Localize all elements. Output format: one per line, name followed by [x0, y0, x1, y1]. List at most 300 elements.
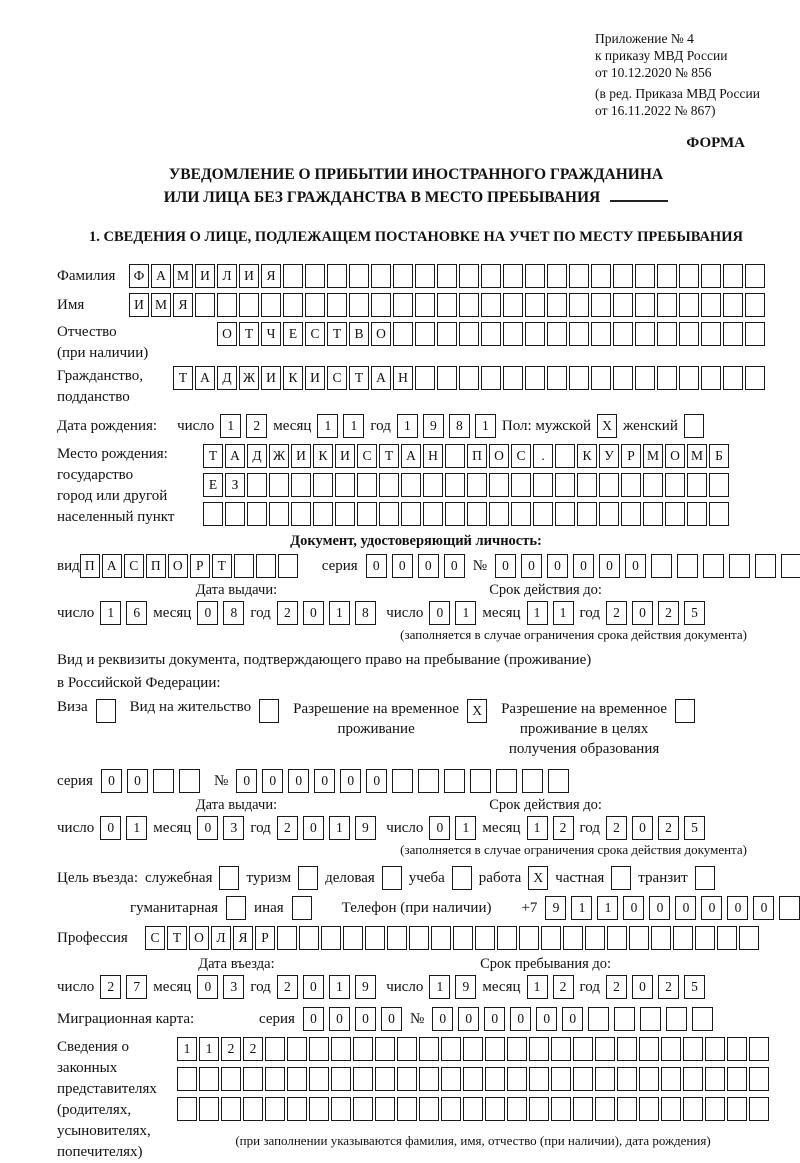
char-cell[interactable]	[548, 769, 569, 793]
char-cell[interactable]	[393, 264, 413, 288]
char-cell[interactable]	[397, 1037, 417, 1061]
char-cell[interactable]	[525, 293, 545, 317]
char-cell[interactable]	[299, 926, 319, 950]
char-cell[interactable]	[387, 926, 407, 950]
char-cell[interactable]	[555, 502, 575, 526]
purpose-official-checkbox[interactable]	[219, 866, 239, 890]
char-cell[interactable]	[291, 502, 311, 526]
char-cell[interactable]	[683, 1037, 703, 1061]
char-cell[interactable]: 0	[303, 975, 324, 999]
doc-valid-year-input[interactable]	[606, 601, 705, 625]
char-cell[interactable]: А	[102, 554, 122, 578]
char-cell[interactable]	[327, 293, 347, 317]
char-cell[interactable]	[701, 322, 721, 346]
char-cell[interactable]	[496, 769, 517, 793]
char-cell[interactable]	[611, 866, 631, 890]
char-cell[interactable]: А	[225, 444, 245, 468]
char-cell[interactable]	[613, 322, 633, 346]
char-cell[interactable]	[459, 264, 479, 288]
char-cell[interactable]	[305, 264, 325, 288]
char-cell[interactable]	[687, 473, 707, 497]
char-cell[interactable]	[221, 1097, 241, 1121]
char-cell[interactable]	[444, 769, 465, 793]
citizenship-input[interactable]	[173, 366, 765, 390]
char-cell[interactable]	[683, 1097, 703, 1121]
char-cell[interactable]	[437, 264, 457, 288]
char-cell[interactable]	[463, 1037, 483, 1061]
char-cell[interactable]: Я	[233, 926, 253, 950]
char-cell[interactable]	[541, 926, 561, 950]
char-cell[interactable]	[393, 293, 413, 317]
char-cell[interactable]: 1	[527, 816, 548, 840]
char-cell[interactable]: С	[124, 554, 144, 578]
char-cell[interactable]	[588, 1007, 609, 1031]
char-cell[interactable]: 0	[484, 1007, 505, 1031]
char-cell[interactable]: 0	[303, 601, 324, 625]
char-cell[interactable]	[573, 1097, 593, 1121]
char-cell[interactable]: О	[665, 444, 685, 468]
char-cell[interactable]	[219, 866, 239, 890]
char-cell[interactable]	[357, 473, 377, 497]
birth-place-input-row1[interactable]	[203, 444, 729, 468]
char-cell[interactable]: Е	[203, 473, 223, 497]
char-cell[interactable]	[437, 366, 457, 390]
char-cell[interactable]	[203, 502, 223, 526]
char-cell[interactable]: 1	[100, 601, 121, 625]
char-cell[interactable]	[327, 264, 347, 288]
char-cell[interactable]	[153, 769, 174, 793]
char-cell[interactable]	[749, 1067, 769, 1091]
char-cell[interactable]	[755, 554, 776, 578]
char-cell[interactable]	[577, 473, 597, 497]
char-cell[interactable]	[595, 1037, 615, 1061]
char-cell[interactable]	[705, 1097, 725, 1121]
char-cell[interactable]	[445, 502, 465, 526]
char-cell[interactable]: Ж	[239, 366, 259, 390]
char-cell[interactable]	[507, 1037, 527, 1061]
entry-month-input[interactable]	[197, 975, 244, 999]
char-cell[interactable]	[467, 473, 487, 497]
char-cell[interactable]	[639, 1067, 659, 1091]
char-cell[interactable]: 1	[329, 601, 350, 625]
char-cell[interactable]	[265, 1067, 285, 1091]
char-cell[interactable]	[335, 502, 355, 526]
char-cell[interactable]	[503, 322, 523, 346]
sex-male-checkbox[interactable]	[597, 414, 617, 438]
char-cell[interactable]: К	[577, 444, 597, 468]
char-cell[interactable]: 0	[262, 769, 283, 793]
char-cell[interactable]: 0	[366, 554, 387, 578]
char-cell[interactable]	[375, 1037, 395, 1061]
permit-issue-day-input[interactable]	[100, 816, 147, 840]
residence-permit-checkbox[interactable]	[259, 699, 279, 723]
edu-permit-checkbox[interactable]	[675, 699, 695, 723]
char-cell[interactable]	[503, 264, 523, 288]
char-cell[interactable]: 2	[277, 975, 298, 999]
char-cell[interactable]: 2	[658, 601, 679, 625]
char-cell[interactable]: А	[195, 366, 215, 390]
char-cell[interactable]	[749, 1037, 769, 1061]
char-cell[interactable]	[463, 1097, 483, 1121]
char-cell[interactable]: 3	[223, 816, 244, 840]
char-cell[interactable]	[657, 293, 677, 317]
char-cell[interactable]: 8	[355, 601, 376, 625]
char-cell[interactable]	[551, 1037, 571, 1061]
char-cell[interactable]: М	[643, 444, 663, 468]
char-cell[interactable]: С	[305, 322, 325, 346]
char-cell[interactable]: И	[305, 366, 325, 390]
char-cell[interactable]	[247, 502, 267, 526]
char-cell[interactable]	[569, 366, 589, 390]
char-cell[interactable]: 1	[527, 975, 548, 999]
char-cell[interactable]	[375, 1097, 395, 1121]
char-cell[interactable]: 1	[397, 414, 418, 438]
char-cell[interactable]: 1	[177, 1037, 197, 1061]
char-cell[interactable]: 5	[684, 975, 705, 999]
char-cell[interactable]: 2	[553, 975, 574, 999]
char-cell[interactable]: 0	[340, 769, 361, 793]
char-cell[interactable]: 0	[649, 896, 670, 920]
char-cell[interactable]	[525, 264, 545, 288]
char-cell[interactable]	[573, 1067, 593, 1091]
char-cell[interactable]: П	[467, 444, 487, 468]
char-cell[interactable]	[519, 926, 539, 950]
char-cell[interactable]: З	[225, 473, 245, 497]
char-cell[interactable]	[485, 1037, 505, 1061]
char-cell[interactable]: 0	[381, 1007, 402, 1031]
phone-input[interactable]	[545, 896, 800, 920]
char-cell[interactable]	[639, 1097, 659, 1121]
char-cell[interactable]	[397, 1097, 417, 1121]
char-cell[interactable]	[459, 293, 479, 317]
char-cell[interactable]: 0	[303, 1007, 324, 1031]
char-cell[interactable]: 2	[277, 816, 298, 840]
char-cell[interactable]	[529, 1037, 549, 1061]
char-cell[interactable]	[283, 264, 303, 288]
char-cell[interactable]	[331, 1037, 351, 1061]
char-cell[interactable]	[243, 1067, 263, 1091]
char-cell[interactable]: 2	[658, 975, 679, 999]
char-cell[interactable]: Н	[423, 444, 443, 468]
char-cell[interactable]: Р	[255, 926, 275, 950]
char-cell[interactable]: О	[489, 444, 509, 468]
char-cell[interactable]	[419, 1037, 439, 1061]
char-cell[interactable]: С	[145, 926, 165, 950]
permit-issue-month-input[interactable]	[197, 816, 244, 840]
char-cell[interactable]	[177, 1067, 197, 1091]
char-cell[interactable]	[779, 896, 800, 920]
char-cell[interactable]	[243, 1097, 263, 1121]
card-series-input[interactable]	[303, 1007, 402, 1031]
char-cell[interactable]	[401, 473, 421, 497]
char-cell[interactable]	[261, 293, 281, 317]
char-cell[interactable]	[701, 366, 721, 390]
char-cell[interactable]: 0	[236, 769, 257, 793]
char-cell[interactable]: 2	[658, 816, 679, 840]
char-cell[interactable]	[585, 926, 605, 950]
char-cell[interactable]	[459, 366, 479, 390]
char-cell[interactable]	[591, 293, 611, 317]
char-cell[interactable]: 0	[573, 554, 594, 578]
doc-issue-year-input[interactable]	[277, 601, 376, 625]
char-cell[interactable]	[371, 264, 391, 288]
reps-input-row3[interactable]	[177, 1097, 769, 1121]
char-cell[interactable]	[683, 1067, 703, 1091]
char-cell[interactable]: 1	[597, 896, 618, 920]
char-cell[interactable]	[331, 1067, 351, 1091]
char-cell[interactable]: Е	[283, 322, 303, 346]
char-cell[interactable]	[675, 699, 695, 723]
char-cell[interactable]	[661, 1097, 681, 1121]
char-cell[interactable]	[661, 1067, 681, 1091]
doc-issue-day-input[interactable]	[100, 601, 147, 625]
char-cell[interactable]: 0	[632, 975, 653, 999]
char-cell[interactable]: .	[533, 444, 553, 468]
char-cell[interactable]: О	[168, 554, 188, 578]
char-cell[interactable]	[617, 1037, 637, 1061]
char-cell[interactable]	[781, 554, 800, 578]
char-cell[interactable]	[497, 926, 517, 950]
char-cell[interactable]	[415, 322, 435, 346]
char-cell[interactable]	[635, 264, 655, 288]
char-cell[interactable]	[635, 293, 655, 317]
char-cell[interactable]	[651, 926, 671, 950]
char-cell[interactable]: С	[327, 366, 347, 390]
char-cell[interactable]	[591, 322, 611, 346]
char-cell[interactable]	[665, 473, 685, 497]
char-cell[interactable]: 0	[432, 1007, 453, 1031]
char-cell[interactable]	[643, 502, 663, 526]
char-cell[interactable]	[555, 444, 575, 468]
stay-year-input[interactable]	[606, 975, 705, 999]
char-cell[interactable]	[573, 1037, 593, 1061]
char-cell[interactable]	[96, 699, 116, 723]
char-cell[interactable]: 0	[547, 554, 568, 578]
char-cell[interactable]	[723, 264, 743, 288]
char-cell[interactable]	[298, 866, 318, 890]
char-cell[interactable]	[277, 926, 297, 950]
char-cell[interactable]	[453, 926, 473, 950]
doc-valid-day-input[interactable]	[429, 601, 476, 625]
char-cell[interactable]	[723, 366, 743, 390]
char-cell[interactable]	[225, 502, 245, 526]
purpose-work-checkbox[interactable]	[528, 866, 548, 890]
char-cell[interactable]	[547, 264, 567, 288]
char-cell[interactable]: 0	[127, 769, 148, 793]
char-cell[interactable]: Т	[212, 554, 232, 578]
name-input[interactable]	[129, 293, 765, 317]
char-cell[interactable]: П	[80, 554, 100, 578]
char-cell[interactable]: 1	[329, 816, 350, 840]
char-cell[interactable]	[423, 473, 443, 497]
char-cell[interactable]	[287, 1067, 307, 1091]
char-cell[interactable]	[745, 322, 765, 346]
char-cell[interactable]: 0	[429, 816, 450, 840]
char-cell[interactable]: Ф	[129, 264, 149, 288]
char-cell[interactable]	[533, 473, 553, 497]
char-cell[interactable]	[239, 293, 259, 317]
char-cell[interactable]: 2	[243, 1037, 263, 1061]
char-cell[interactable]	[309, 1037, 329, 1061]
char-cell[interactable]: И	[261, 366, 281, 390]
char-cell[interactable]: Т	[167, 926, 187, 950]
char-cell[interactable]	[621, 502, 641, 526]
char-cell[interactable]	[547, 322, 567, 346]
char-cell[interactable]	[507, 1067, 527, 1091]
char-cell[interactable]: П	[146, 554, 166, 578]
char-cell[interactable]: 0	[288, 769, 309, 793]
char-cell[interactable]: 2	[553, 816, 574, 840]
char-cell[interactable]: 9	[355, 975, 376, 999]
char-cell[interactable]	[511, 473, 531, 497]
char-cell[interactable]: 2	[606, 975, 627, 999]
char-cell[interactable]: Р	[621, 444, 641, 468]
char-cell[interactable]	[431, 926, 451, 950]
char-cell[interactable]: 1	[317, 414, 338, 438]
char-cell[interactable]	[423, 502, 443, 526]
char-cell[interactable]	[657, 264, 677, 288]
char-cell[interactable]: И	[195, 264, 215, 288]
char-cell[interactable]: 2	[100, 975, 121, 999]
char-cell[interactable]	[418, 769, 439, 793]
char-cell[interactable]	[313, 473, 333, 497]
char-cell[interactable]	[375, 1067, 395, 1091]
char-cell[interactable]	[661, 1037, 681, 1061]
char-cell[interactable]: Т	[349, 366, 369, 390]
char-cell[interactable]: 2	[606, 816, 627, 840]
char-cell[interactable]	[617, 1067, 637, 1091]
doc-issue-month-input[interactable]	[197, 601, 244, 625]
char-cell[interactable]	[489, 473, 509, 497]
char-cell[interactable]: С	[357, 444, 377, 468]
char-cell[interactable]	[445, 473, 465, 497]
char-cell[interactable]: 0	[392, 554, 413, 578]
char-cell[interactable]	[679, 293, 699, 317]
char-cell[interactable]: И	[335, 444, 355, 468]
char-cell[interactable]: 0	[355, 1007, 376, 1031]
char-cell[interactable]: И	[291, 444, 311, 468]
permit-number-input[interactable]	[236, 769, 569, 793]
char-cell[interactable]	[353, 1097, 373, 1121]
char-cell[interactable]	[437, 322, 457, 346]
char-cell[interactable]	[511, 502, 531, 526]
char-cell[interactable]: 1	[126, 816, 147, 840]
char-cell[interactable]: Т	[203, 444, 223, 468]
reps-input-row1[interactable]	[177, 1037, 769, 1061]
char-cell[interactable]	[569, 322, 589, 346]
char-cell[interactable]	[705, 1037, 725, 1061]
char-cell[interactable]	[409, 926, 429, 950]
char-cell[interactable]: Ж	[269, 444, 289, 468]
char-cell[interactable]	[717, 926, 737, 950]
char-cell[interactable]	[522, 769, 543, 793]
char-cell[interactable]: 2	[221, 1037, 241, 1061]
entry-year-input[interactable]	[277, 975, 376, 999]
char-cell[interactable]: Т	[379, 444, 399, 468]
char-cell[interactable]	[657, 322, 677, 346]
char-cell[interactable]: Д	[217, 366, 237, 390]
char-cell[interactable]: Л	[211, 926, 231, 950]
char-cell[interactable]: 0	[314, 769, 335, 793]
char-cell[interactable]	[199, 1097, 219, 1121]
char-cell[interactable]	[259, 699, 279, 723]
patronymic-input[interactable]	[217, 322, 765, 346]
char-cell[interactable]	[441, 1097, 461, 1121]
visa-checkbox[interactable]	[96, 699, 116, 723]
doc-series-input[interactable]	[366, 554, 465, 578]
char-cell[interactable]: Т	[239, 322, 259, 346]
char-cell[interactable]	[309, 1067, 329, 1091]
char-cell[interactable]: 1	[329, 975, 350, 999]
char-cell[interactable]	[723, 322, 743, 346]
char-cell[interactable]	[569, 264, 589, 288]
char-cell[interactable]	[695, 926, 715, 950]
char-cell[interactable]	[278, 554, 298, 578]
char-cell[interactable]	[727, 1097, 747, 1121]
char-cell[interactable]: 0	[753, 896, 774, 920]
char-cell[interactable]	[489, 502, 509, 526]
char-cell[interactable]	[481, 366, 501, 390]
char-cell[interactable]: 0	[101, 769, 122, 793]
char-cell[interactable]: О	[217, 322, 237, 346]
char-cell[interactable]	[745, 264, 765, 288]
char-cell[interactable]: 1	[553, 601, 574, 625]
char-cell[interactable]: 0	[510, 1007, 531, 1031]
char-cell[interactable]: А	[401, 444, 421, 468]
char-cell[interactable]	[525, 366, 545, 390]
char-cell[interactable]: 0	[495, 554, 516, 578]
char-cell[interactable]	[614, 1007, 635, 1031]
char-cell[interactable]: 8	[449, 414, 470, 438]
char-cell[interactable]	[397, 1067, 417, 1091]
char-cell[interactable]	[401, 502, 421, 526]
char-cell[interactable]: 1	[571, 896, 592, 920]
char-cell[interactable]	[613, 293, 633, 317]
permit-series-input[interactable]	[101, 769, 200, 793]
char-cell[interactable]	[467, 502, 487, 526]
char-cell[interactable]: С	[511, 444, 531, 468]
char-cell[interactable]	[563, 926, 583, 950]
char-cell[interactable]	[679, 366, 699, 390]
char-cell[interactable]: К	[313, 444, 333, 468]
char-cell[interactable]: Я	[261, 264, 281, 288]
char-cell[interactable]: 0	[521, 554, 542, 578]
char-cell[interactable]	[265, 1097, 285, 1121]
char-cell[interactable]	[555, 473, 575, 497]
char-cell[interactable]	[729, 554, 750, 578]
char-cell[interactable]: М	[151, 293, 171, 317]
char-cell[interactable]	[635, 322, 655, 346]
permit-valid-year-input[interactable]	[606, 816, 705, 840]
char-cell[interactable]: 0	[458, 1007, 479, 1031]
char-cell[interactable]	[503, 366, 523, 390]
char-cell[interactable]: К	[283, 366, 303, 390]
char-cell[interactable]: 0	[562, 1007, 583, 1031]
char-cell[interactable]: 8	[223, 601, 244, 625]
char-cell[interactable]	[331, 1097, 351, 1121]
char-cell[interactable]	[507, 1097, 527, 1121]
char-cell[interactable]	[392, 769, 413, 793]
temp-permit-checkbox[interactable]	[467, 699, 487, 723]
char-cell[interactable]: 0	[197, 975, 218, 999]
char-cell[interactable]: 2	[606, 601, 627, 625]
char-cell[interactable]	[533, 502, 553, 526]
char-cell[interactable]: 0	[197, 601, 218, 625]
char-cell[interactable]	[547, 293, 567, 317]
char-cell[interactable]	[705, 1067, 725, 1091]
char-cell[interactable]	[665, 502, 685, 526]
char-cell[interactable]	[745, 293, 765, 317]
